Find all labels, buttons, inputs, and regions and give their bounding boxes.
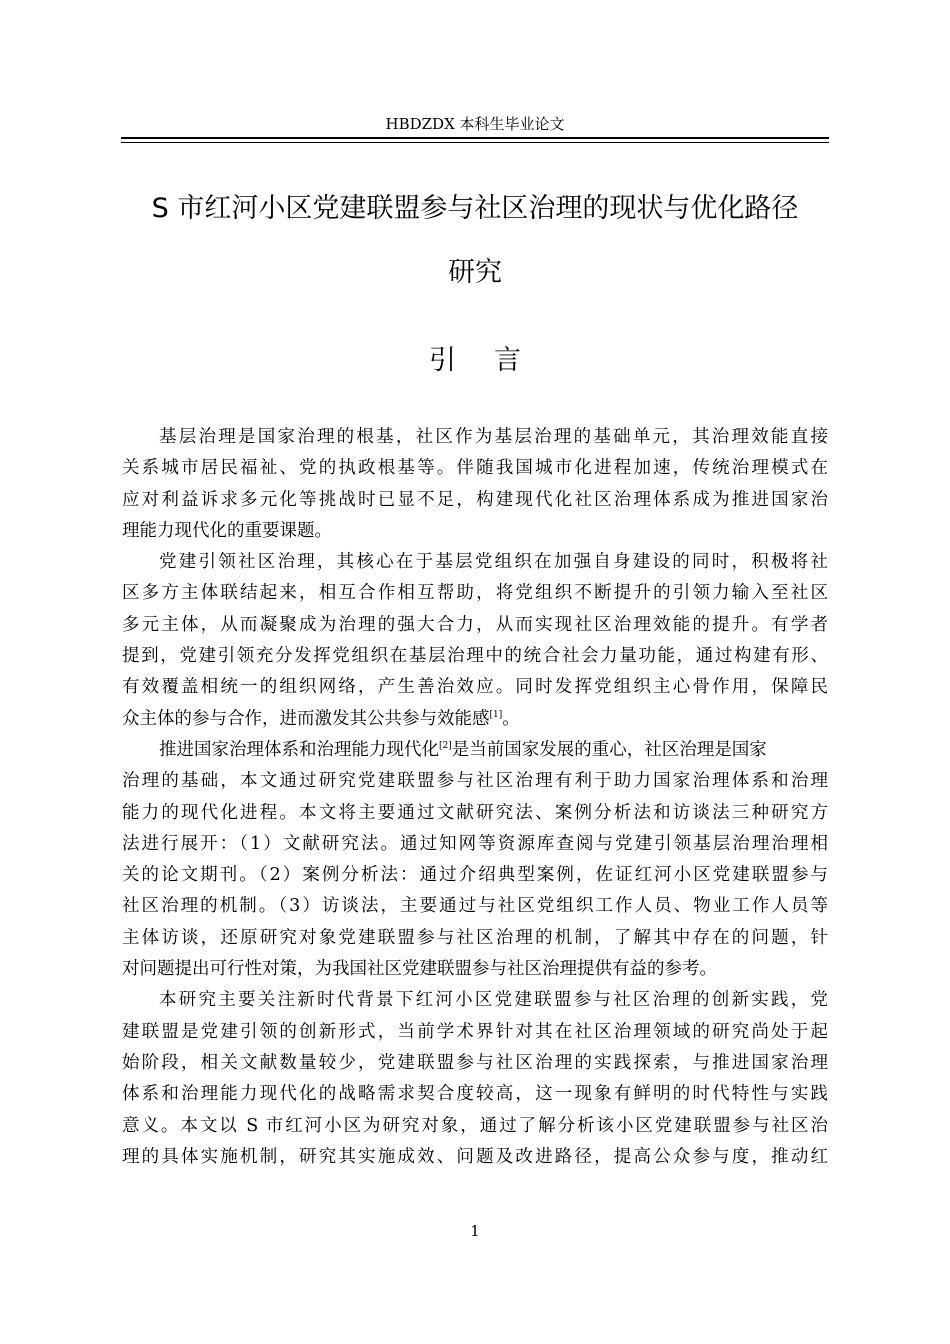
page-number: 1	[470, 1222, 480, 1240]
paragraph-2-line: 提到，党建引领充分发挥党组织在基层治理中的统合社会力量功能，通过构建有形、	[122, 646, 828, 667]
paragraph-2-line: 党建引领社区治理，其核心在于基层党组织在加强自身建设的同时，积极将社	[159, 552, 828, 573]
paragraph-3-line: 社区治理的机制。（3）访谈法，主要通过与社区党组织工作人员、物业工作人员等	[122, 896, 828, 917]
paragraph-1-line: 关系城市居民福祉、党的执政根基等。伴随我国城市化进程加速，传统治理模式在	[122, 458, 828, 479]
paragraph-3-first-line-text: 推进国家治理体系和治理能力现代化	[159, 739, 439, 760]
paragraph-2-last-line-text: 众主体的参与合作，进而激发其公共参与效能感	[122, 708, 490, 729]
paragraph-4-line: 本研究主要关注新时代背景下红河小区党建联盟参与社区治理的创新实践，党	[159, 990, 828, 1011]
paragraph-4-line: 意义。本文以 S 市红河小区为研究对象，通过了解分析该小区党建联盟参与社区治	[122, 1115, 828, 1136]
paragraph-3-line: 治理的基础，本文通过研究党建联盟参与社区治理有利于助力国家治理体系和治理	[122, 771, 828, 792]
body-text	[122, 422, 828, 1173]
paragraph-2-last-line	[122, 704, 828, 735]
section-heading-char-2: 言	[494, 345, 521, 376]
paragraph-2-last-line-end: 。	[502, 708, 520, 729]
citation-ref-2: [2]	[439, 740, 452, 751]
paragraph-1-line: 应对利益诉求多元化等挑战时已显不足，构建现代化社区治理体系成为推进国家治	[122, 489, 828, 510]
paragraph-1-line: 理能力现代化的重要课题。	[122, 520, 332, 541]
paragraph-2-line: 多元主体，从而凝聚成为治理的强大合力，从而实现社区治理效能的提升。有学者	[122, 614, 828, 635]
paragraph-3-line: 法进行展开：（1）文献研究法。通过知网等资源库查阅与党建引领基层治理治理相	[122, 833, 828, 854]
paragraph-2-line: 区多方主体联结起来，相互合作相互帮助，将党组织不断提升的引领力输入至社区	[122, 583, 828, 604]
paragraph-3-line: 对问题提出可行性对策，为我国社区党建联盟参与社区治理提供有益的参考。	[122, 959, 717, 980]
paragraph-4-line: 理的具体实施机制，研究其实施成效、问题及改进路径，提高公众参与度，推动红	[122, 1146, 828, 1167]
paragraph-3-first-line-rest: 是当前国家发展的重心，社区治理是国家	[451, 739, 767, 760]
paper-title-line-2: 研究	[448, 257, 502, 288]
header-rule-thick	[121, 137, 829, 139]
paragraph-4-line: 始阶段，相关文献数量较少，党建联盟参与社区治理的实践探索，与推进国家治理	[122, 1052, 828, 1073]
paragraph-1-line: 基层治理是国家治理的根基，社区作为基层治理的基础单元，其治理效能直接	[159, 427, 828, 447]
header-rule-thin	[121, 142, 829, 143]
paragraph-4-line: 建联盟是党建引领的创新形式，当前学术界针对其在社区治理领域的研究尚处于起	[122, 1021, 828, 1042]
paragraph-4-line: 体系和治理能力现代化的战略需求契合度较高，这一现象有鲜明的时代特性与实践	[122, 1084, 828, 1105]
paragraph-3-line: 主体访谈，还原研究对象党建联盟参与社区治理的机制，了解其中存在的问题，针	[122, 927, 828, 948]
section-heading-introduction	[100, 343, 850, 379]
paragraph-2-line: 有效覆盖相统一的组织网络，产生善治效应。同时发挥党组织主心骨作用，保障民	[122, 677, 828, 698]
section-heading-char-1: 引	[429, 345, 456, 376]
paragraph-3-line: 关的论文期刊。（2）案例分析法：通过介绍典型案例，佐证红河小区党建联盟参与	[122, 865, 828, 886]
paragraph-3-first-line	[122, 735, 828, 766]
citation-ref-1: [1]	[489, 709, 503, 720]
paper-title-line-1: S 市红河小区党建联盟参与社区治理的现状与优化路径	[151, 193, 799, 224]
paragraph-3-line: 能力的现代化进程。本文将主要通过文献研究法、案例分析法和访谈法三种研究方	[122, 802, 828, 823]
running-header: HBDZDX 本科生毕业论文	[385, 115, 565, 133]
